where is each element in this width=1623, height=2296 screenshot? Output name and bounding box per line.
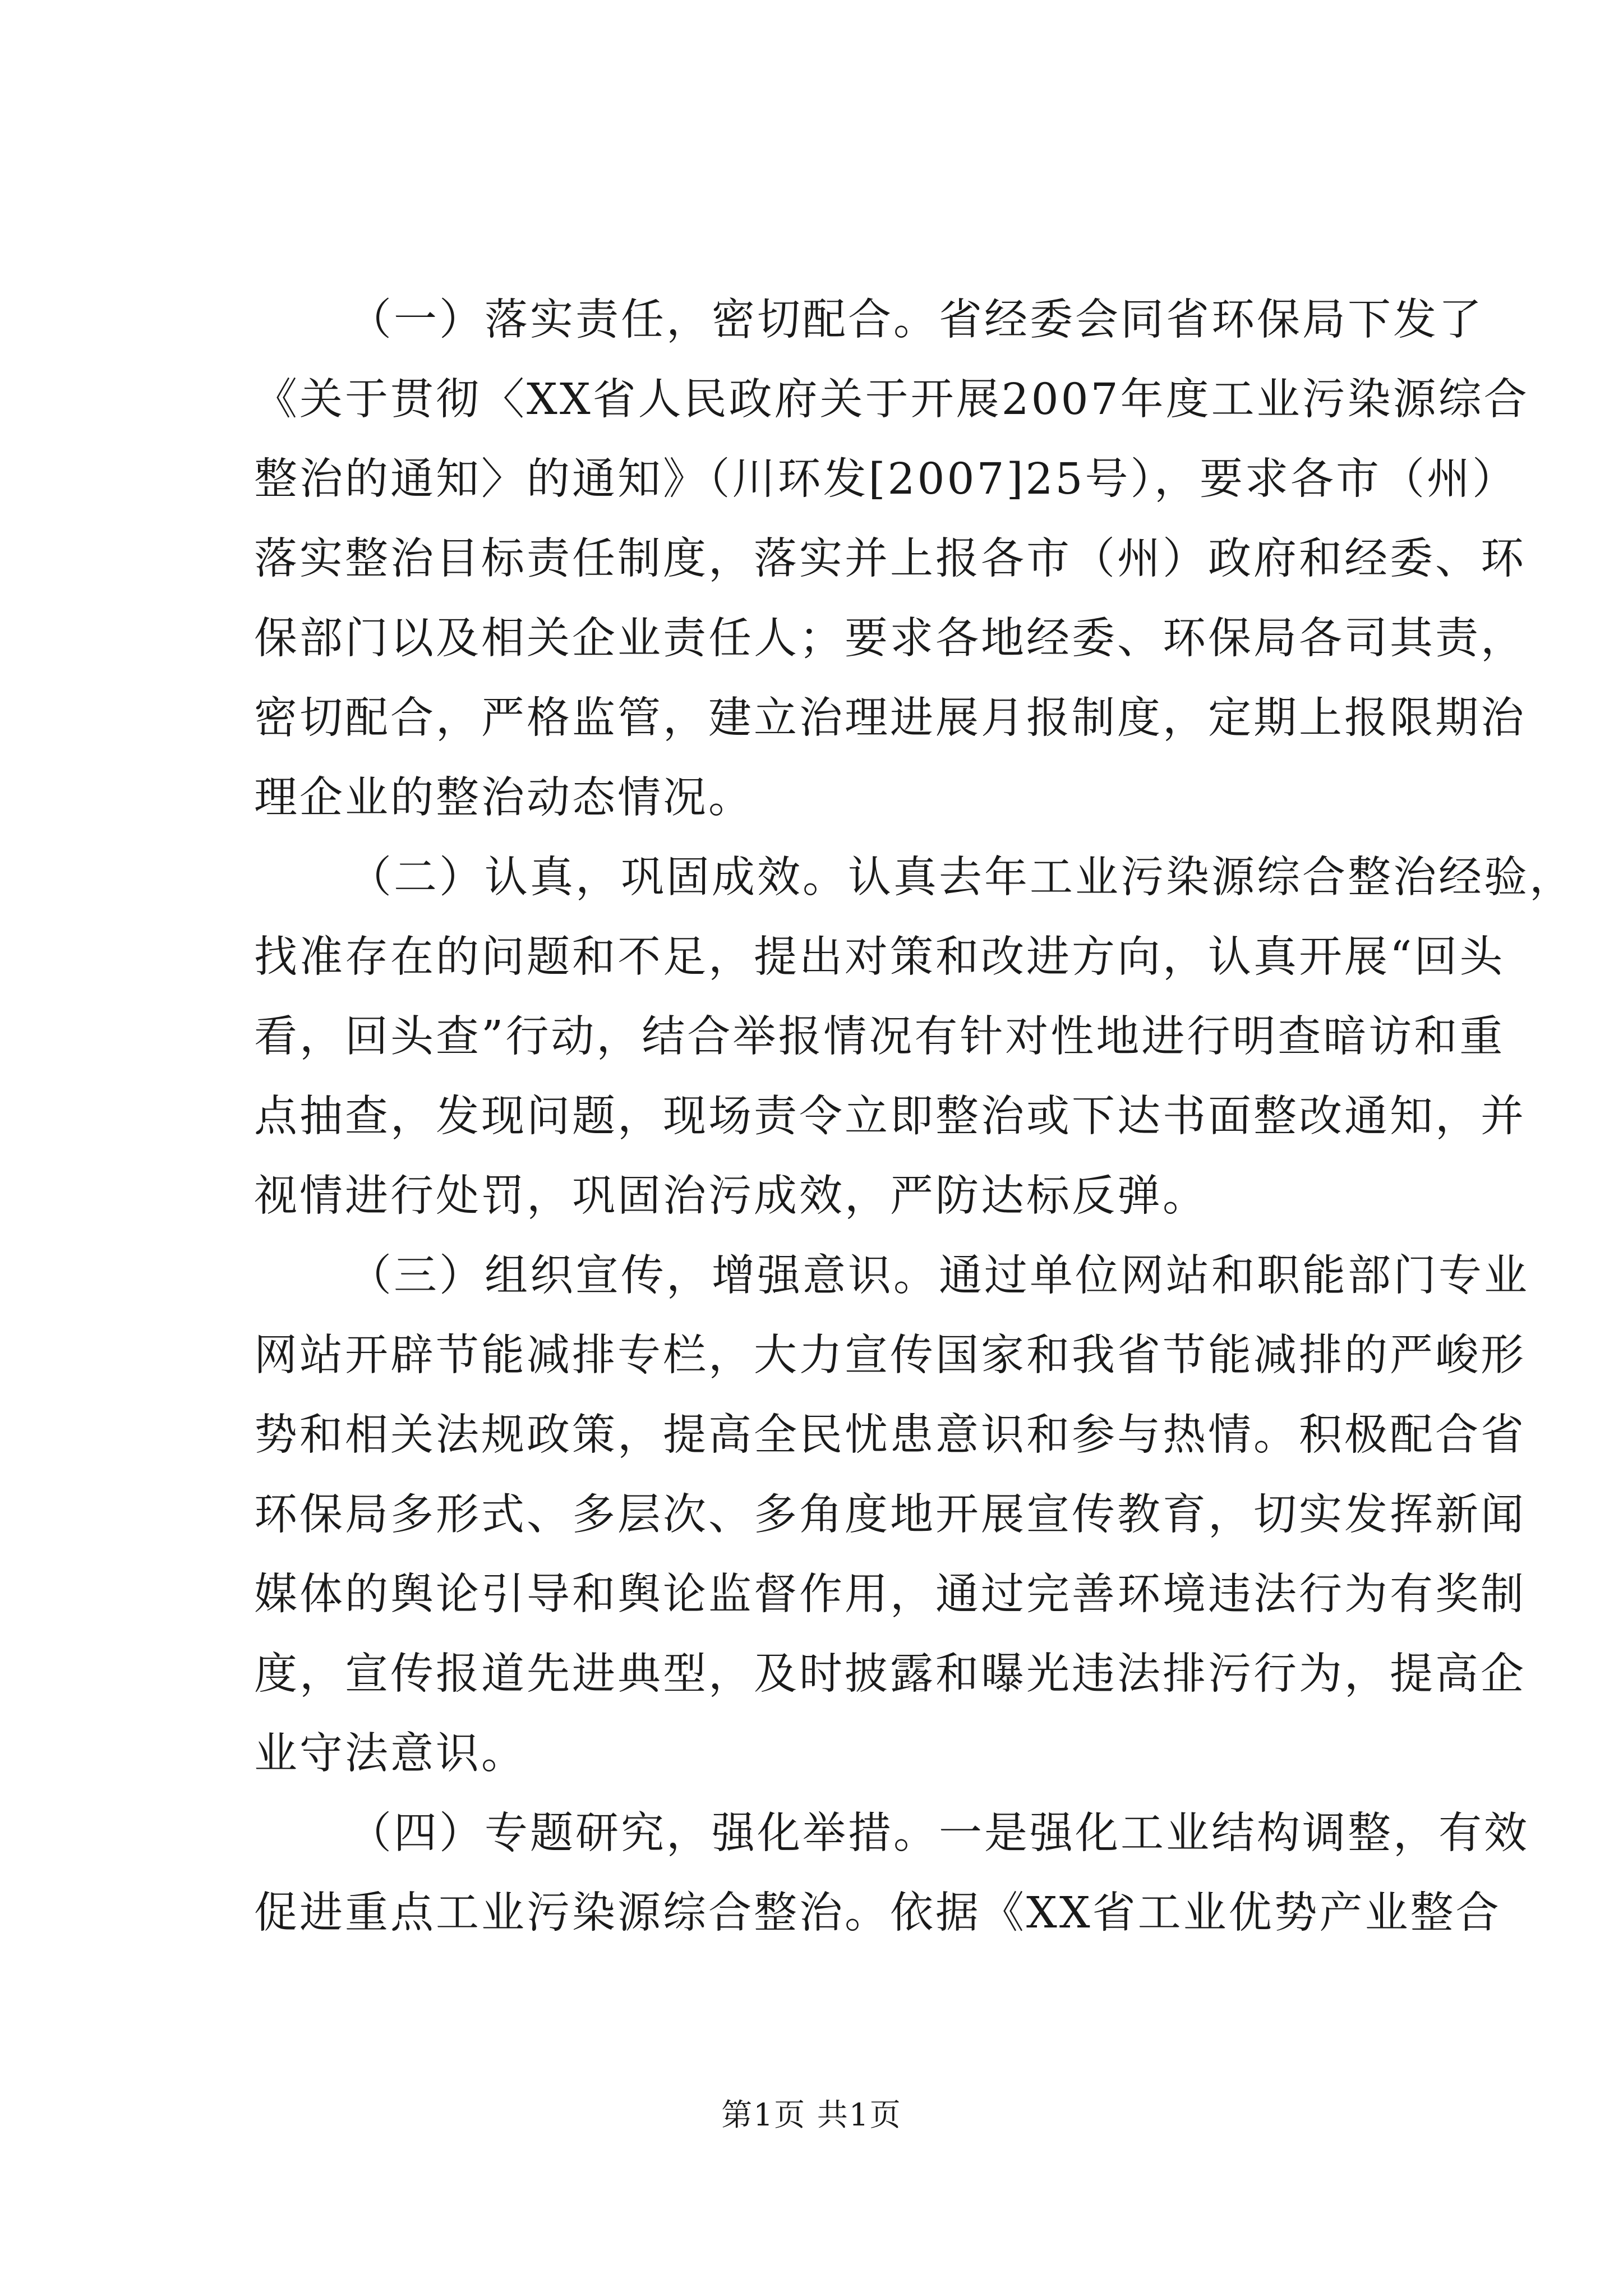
text-line: 促进重点工业污染源综合整治。依据《XX省工业优势产业整合 xyxy=(254,1888,1501,1938)
document-body xyxy=(254,280,1575,1953)
text-line: 《关于贯彻〈XX省人民政府关于开展2007年度工业污染源综合 xyxy=(254,375,1529,425)
text-line: 理企业的整治动态情况。 xyxy=(254,773,754,823)
text-line: 媒体的舆论引导和舆论监督作用，通过完善环境违法行为有奖制 xyxy=(254,1570,1526,1619)
page-footer xyxy=(0,2095,1623,2134)
text-line: 保部门以及相关企业责任人；要求各地经委、环保局各司其责， xyxy=(254,614,1526,664)
text-line: 找准存在的问题和不足，提出对策和改进方向，认真开展“回头 xyxy=(254,932,1505,982)
text-line: （三）组织宣传，增强意识。通过单位网站和职能部门专业 xyxy=(348,1251,1529,1301)
text-line: 落实整治目标责任制度，落实并上报各市（州）政府和经委、环 xyxy=(254,534,1526,584)
text-line: 看，回头查”行动，结合举报情况有针对性地进行明查暗访和重 xyxy=(254,1012,1505,1062)
text-line: 密切配合，严格监管，建立治理进展月报制度，定期上报限期治 xyxy=(254,693,1526,743)
text-line: 环保局多形式、多层次、多角度地开展宣传教育，切实发挥新闻 xyxy=(254,1490,1526,1540)
text-line: 度，宣传报道先进典型，及时披露和曝光违法排污行为，提高企 xyxy=(254,1649,1526,1699)
text-line: 势和相关法规政策，提高全民忧患意识和参与热情。积极配合省 xyxy=(254,1410,1526,1460)
text-line: 网站开辟节能减排专栏，大力宣传国家和我省节能减排的严峻形 xyxy=(254,1331,1526,1381)
text-line: 视情进行处罚，巩固治污成效，严防达标反弹。 xyxy=(254,1171,1208,1221)
text-line: （二）认真，巩固成效。认真去年工业污染源综合整治经验， xyxy=(348,853,1575,903)
text-line: （一）落实责任，密切配合。省经委会同省环保局下发了 xyxy=(348,295,1484,345)
text-line: 点抽查，发现问题，现场责令立即整治或下达书面整改通知，并 xyxy=(254,1092,1526,1142)
text-line: （四）专题研究，强化举措。一是强化工业结构调整，有效 xyxy=(348,1809,1529,1858)
text-line: 业守法意识。 xyxy=(254,1729,527,1779)
text-line: 整治的通知〉的通知》（川环发[2007]25号），要求各市（州） xyxy=(254,454,1518,504)
page-number-label: 第1页 共1页 xyxy=(721,2097,902,2133)
